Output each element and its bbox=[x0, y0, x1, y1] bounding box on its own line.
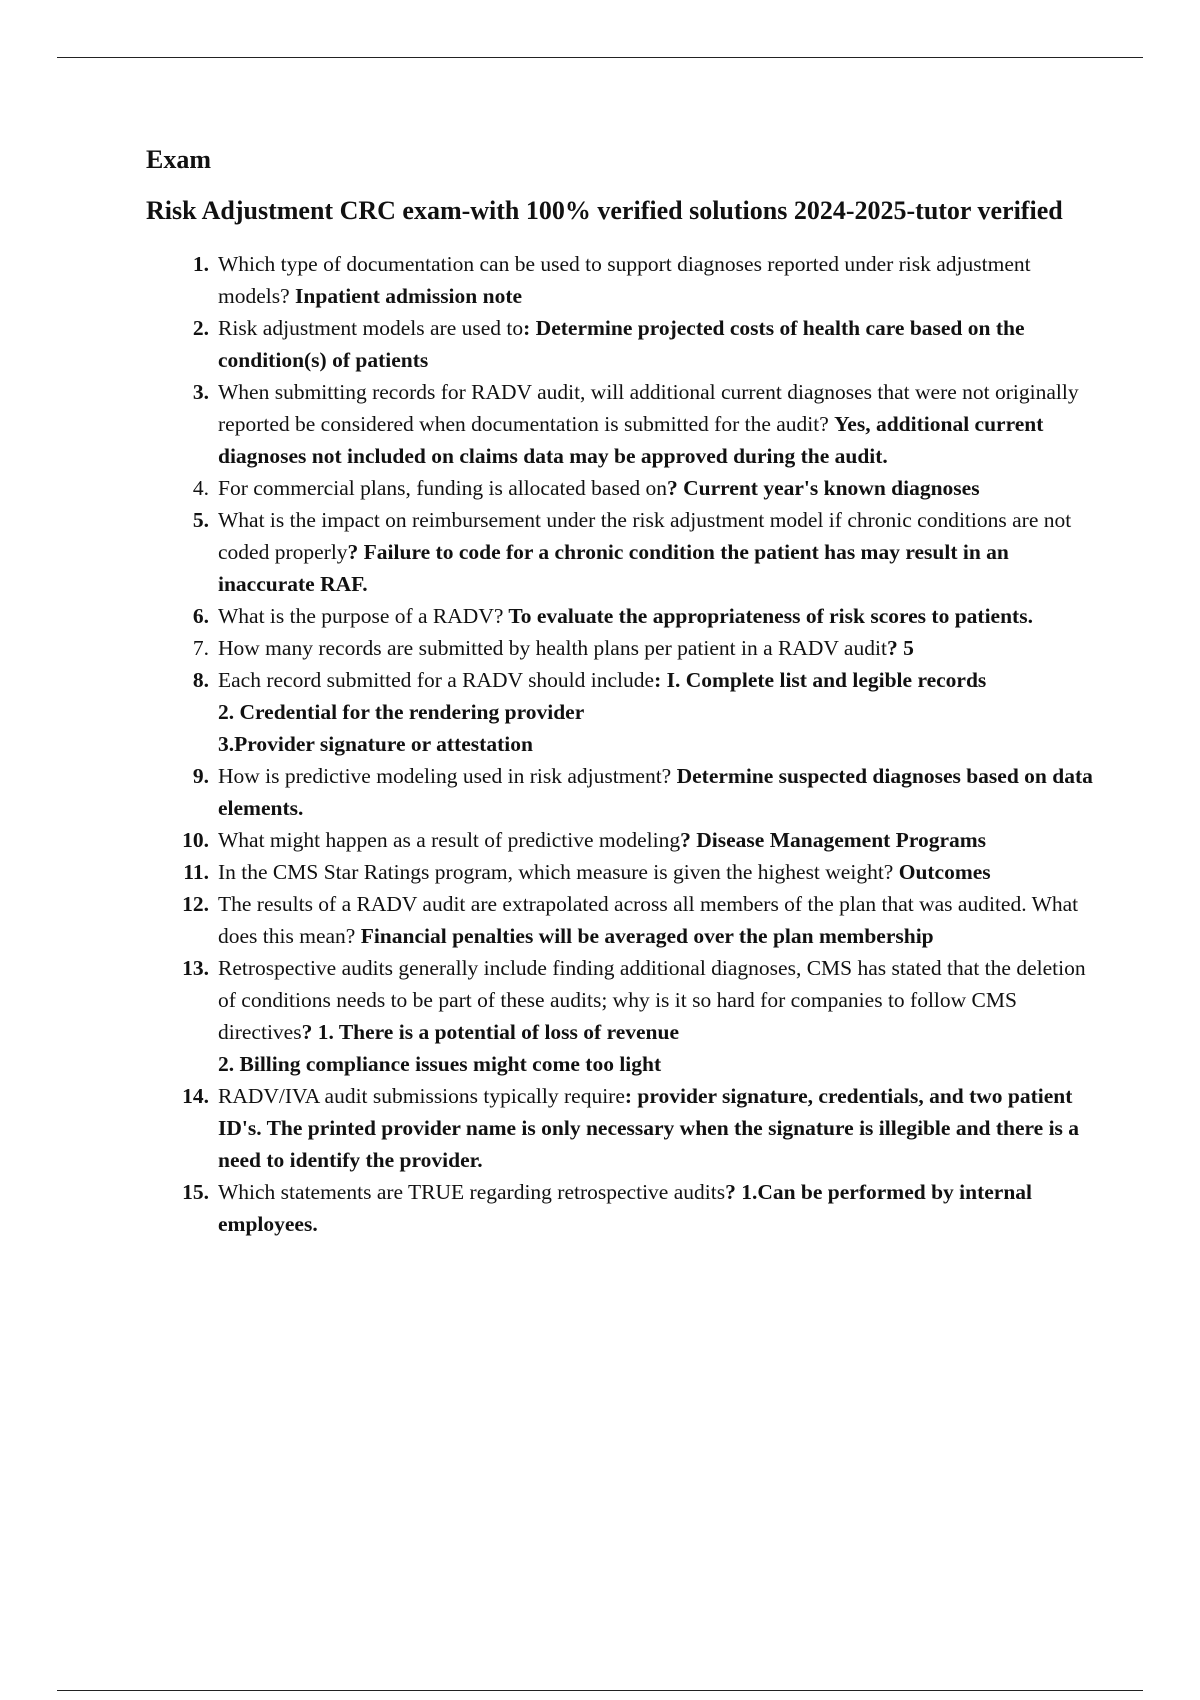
question-item bbox=[146, 664, 1096, 760]
question-item bbox=[146, 312, 1096, 376]
question-text: What might happen as a result of predictive modeling bbox=[218, 828, 681, 852]
question-number: 13. bbox=[182, 956, 209, 980]
question-text: For commercial plans, funding is allocated based on bbox=[218, 476, 667, 500]
question-text: Retrospective audits generally include finding additional diagnoses, CMS has stated that the deletion of conditions needs to be part of these audits; why is it so hard for companies to follow CMS directives bbox=[218, 956, 1086, 1044]
question-text: Which statements are TRUE regarding retrospective audits bbox=[218, 1180, 726, 1204]
question-body bbox=[218, 504, 1096, 600]
question-item bbox=[146, 376, 1096, 472]
question-text: RADV/IVA audit submissions typically require bbox=[218, 1084, 625, 1108]
answer-text: Outcomes bbox=[898, 860, 991, 884]
question-number: 11. bbox=[183, 860, 209, 884]
question-number: 10. bbox=[182, 828, 209, 852]
bottom-rule bbox=[57, 1690, 1143, 1691]
question-body bbox=[218, 312, 1096, 376]
question-body bbox=[218, 472, 1096, 504]
question-number: 12. bbox=[182, 892, 209, 916]
question-body bbox=[218, 248, 1096, 312]
answer-line: 2. Credential for the rendering provider bbox=[218, 700, 585, 724]
question-body bbox=[218, 1080, 1096, 1176]
question-item bbox=[146, 952, 1096, 1080]
question-number: 8. bbox=[192, 668, 209, 692]
question-body bbox=[218, 376, 1096, 472]
answer-text: ? Disease Management Programs bbox=[680, 828, 987, 852]
top-rule bbox=[57, 57, 1143, 58]
question-body bbox=[218, 760, 1096, 824]
question-number: 14. bbox=[182, 1084, 209, 1108]
question-item bbox=[146, 504, 1096, 600]
question-item bbox=[146, 248, 1096, 312]
answer-line: 3.Provider signature or attestation bbox=[218, 732, 533, 756]
question-text: What is the purpose of a RADV? bbox=[218, 604, 504, 628]
answer-text: ? Current year's known diagnoses bbox=[667, 476, 980, 500]
question-number: 6. bbox=[192, 604, 209, 628]
question-body bbox=[218, 952, 1096, 1080]
document-label: Exam bbox=[146, 145, 211, 174]
question-item bbox=[146, 1080, 1096, 1176]
answer-text: ? 5 bbox=[886, 636, 914, 660]
question-item bbox=[146, 600, 1096, 632]
answer-text: : provider signature, credentials, and two patient ID's. The printed provider name is only necessary when the signature is illegible and there is a need to identify the provider. bbox=[218, 1084, 1080, 1172]
question-item bbox=[146, 856, 1096, 888]
answer-text: Inpatient admission note bbox=[295, 284, 523, 308]
question-item bbox=[146, 1176, 1096, 1240]
question-body bbox=[218, 856, 1096, 888]
question-body bbox=[218, 888, 1096, 952]
question-list bbox=[146, 248, 1096, 1240]
answer-text: To evaluate the appropriateness of risk scores to patients. bbox=[503, 604, 1033, 628]
question-text: In the CMS Star Ratings program, which measure is given the highest weight? bbox=[218, 860, 899, 884]
answer-line: 2. Billing compliance issues might come too light bbox=[218, 1052, 662, 1076]
answer-text: : Determine projected costs of health care based on the condition(s) of patients bbox=[218, 316, 1025, 372]
question-body bbox=[218, 824, 1096, 856]
question-item bbox=[146, 888, 1096, 952]
question-number: 4. bbox=[192, 476, 209, 500]
answer-text: ? 1. There is a potential of loss of revenue bbox=[301, 1020, 680, 1044]
document-body bbox=[146, 140, 1096, 1240]
question-number: 5. bbox=[192, 508, 209, 532]
question-text: When submitting records for RADV audit, will additional current diagnoses that were not originally reported be considered when documentation is submitted for the audit? bbox=[218, 380, 1079, 436]
question-item bbox=[146, 824, 1096, 856]
question-number: 9. bbox=[192, 764, 209, 788]
question-body bbox=[218, 664, 1096, 760]
question-item bbox=[146, 472, 1096, 504]
question-item bbox=[146, 632, 1096, 664]
question-text: How many records are submitted by health plans per patient in a RADV audit bbox=[218, 636, 887, 660]
answer-text: Yes, additional current diagnoses not included on claims data may be approved during the audit. bbox=[218, 412, 1044, 468]
question-text: Risk adjustment models are used to bbox=[218, 316, 524, 340]
answer-text: ? Failure to code for a chronic condition the patient has may result in an inaccurate RAF. bbox=[218, 540, 1009, 596]
question-text: What is the impact on reimbursement under the risk adjustment model if chronic conditions are not coded properly bbox=[218, 508, 1072, 564]
answer-text: ? 1.Can be performed by internal employees. bbox=[218, 1180, 1033, 1236]
question-number: 3. bbox=[192, 380, 209, 404]
answer-text: Financial penalties will be averaged over the plan membership bbox=[360, 924, 934, 948]
question-text: Which type of documentation can be used to support diagnoses reported under risk adjustment models? bbox=[218, 252, 1031, 308]
question-number: 2. bbox=[192, 316, 209, 340]
question-body bbox=[218, 600, 1096, 632]
question-body bbox=[218, 632, 1096, 664]
question-text: How is predictive modeling used in risk adjustment? bbox=[218, 764, 677, 788]
question-number: 1. bbox=[192, 252, 209, 276]
document-title: Risk Adjustment CRC exam-with 100% verified solutions 2024-2025-tutor verified bbox=[146, 196, 1063, 225]
answer-text: : I. Complete list and legible records bbox=[654, 668, 987, 692]
question-body bbox=[218, 1176, 1096, 1240]
question-text: The results of a RADV audit are extrapolated across all members of the plan that was audited. What does this mean? bbox=[218, 892, 1079, 948]
question-number: 7. bbox=[192, 636, 209, 660]
question-number: 15. bbox=[182, 1180, 209, 1204]
question-text: Each record submitted for a RADV should include bbox=[218, 668, 655, 692]
question-item bbox=[146, 760, 1096, 824]
answer-text: Determine suspected diagnoses based on data elements. bbox=[218, 764, 1093, 820]
